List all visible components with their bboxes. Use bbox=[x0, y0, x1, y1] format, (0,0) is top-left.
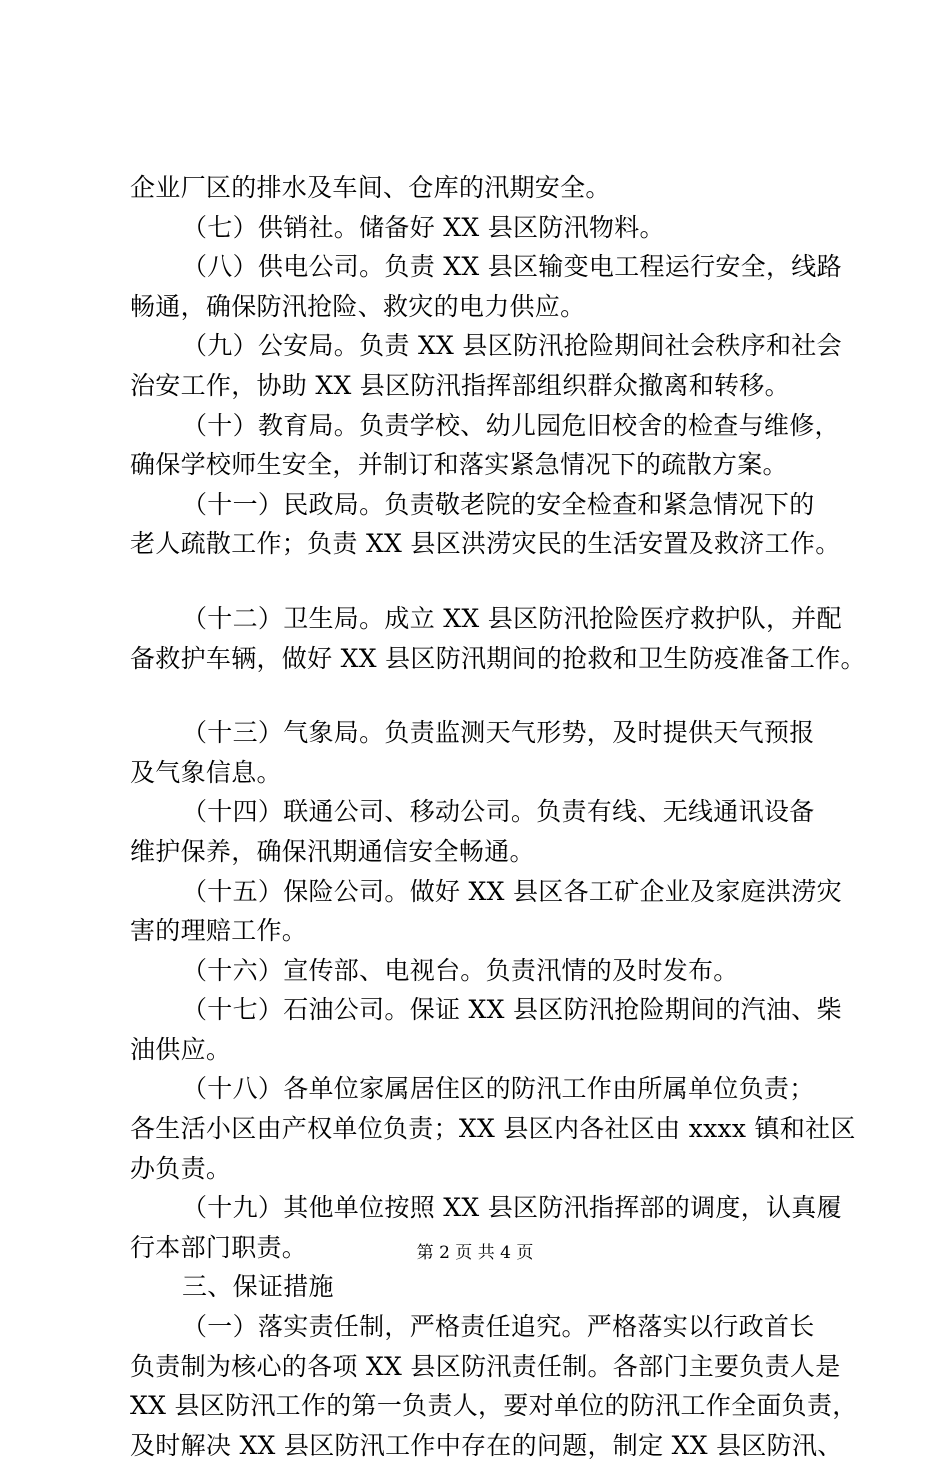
page-footer: 第 2 页 共 4 页 bbox=[416, 1243, 534, 1263]
text-line: 治安工作，协助 XX 县区防汛指挥部组织群众撤离和转移。 bbox=[130, 370, 790, 400]
text-line: （十五）保险公司。做好 XX 县区各工矿企业及家庭洪涝灾 bbox=[182, 876, 842, 906]
text-line: 企业厂区的排水及车间、仓库的汛期安全。 bbox=[130, 173, 611, 202]
text-line: 维护保养，确保汛期通信安全畅通。 bbox=[130, 836, 535, 866]
text-line: 行本部门职责。 bbox=[130, 1232, 308, 1262]
text-line: （十七）石油公司。保证 XX 县区防汛抢险期间的汽油、柴 bbox=[182, 995, 842, 1025]
text-line: 害的理赔工作。 bbox=[130, 916, 308, 946]
document-body bbox=[130, 168, 866, 1465]
text-line: 及气象信息。 bbox=[130, 757, 282, 787]
text-line: （十八）各单位家属居住区的防汛工作由所属单位负责； bbox=[182, 1074, 815, 1104]
text-line: （十一）民政局。负责敬老院的安全检查和紧急情况下的 bbox=[182, 489, 815, 519]
text-line: 各生活小区由产权单位负责；XX 县区内各社区由 xxxx 镇和社区 bbox=[130, 1114, 856, 1144]
text-line: 负责制为核心的各项 XX 县区防汛责任制。各部门主要负责人是 bbox=[130, 1351, 841, 1381]
text-line: （十）教育局。负责学校、幼儿园危旧校舍的检查与维修， bbox=[182, 410, 840, 440]
text-line: 备救护车辆，做好 XX 县区防汛期间的抢救和卫生防疫准备工作。 bbox=[130, 643, 866, 673]
text-line: （十二）卫生局。成立 XX 县区防汛抢险医疗救护队，并配 bbox=[182, 603, 842, 633]
text-line: 油供应。 bbox=[130, 1034, 232, 1064]
text-line: （七）供销社。储备好 XX 县区防汛物料。 bbox=[182, 212, 665, 242]
section-heading: 三、保证措施 bbox=[182, 1272, 334, 1302]
text-line: 及时解决 XX 县区防汛工作中存在的问题，制定 XX 县区防汛、 bbox=[130, 1430, 843, 1460]
text-line: 畅通，确保防汛抢险、救灾的电力供应。 bbox=[130, 291, 586, 321]
text-line: （十九）其他单位按照 XX 县区防汛指挥部的调度，认真履 bbox=[182, 1193, 842, 1223]
text-line: XX 县区防汛工作的第一负责人，要对单位的防汛工作全面负责， bbox=[130, 1391, 858, 1421]
text-line: （十四）联通公司、移动公司。负责有线、无线通讯设备 bbox=[182, 797, 815, 827]
text-line: （八）供电公司。负责 XX 县区输变电工程运行安全，线路 bbox=[182, 252, 842, 282]
text-line: （十六）宣传部、电视台。负责汛情的及时发布。 bbox=[182, 955, 739, 985]
text-line: （一）落实责任制，严格责任追究。严格落实以行政首长 bbox=[182, 1312, 815, 1342]
text-line: 老人疏散工作；负责 XX 县区洪涝灾民的生活安置及救济工作。 bbox=[130, 529, 841, 559]
text-line: 办负责。 bbox=[130, 1153, 232, 1183]
text-line: 确保学校师生安全，并制订和落实紧急情况下的疏散方案。 bbox=[130, 450, 788, 480]
text-line: （九）公安局。负责 XX 县区防汛抢险期间社会秩序和社会 bbox=[182, 331, 842, 361]
text-line: （十三）气象局。负责监测天气形势，及时提供天气预报 bbox=[182, 718, 815, 748]
